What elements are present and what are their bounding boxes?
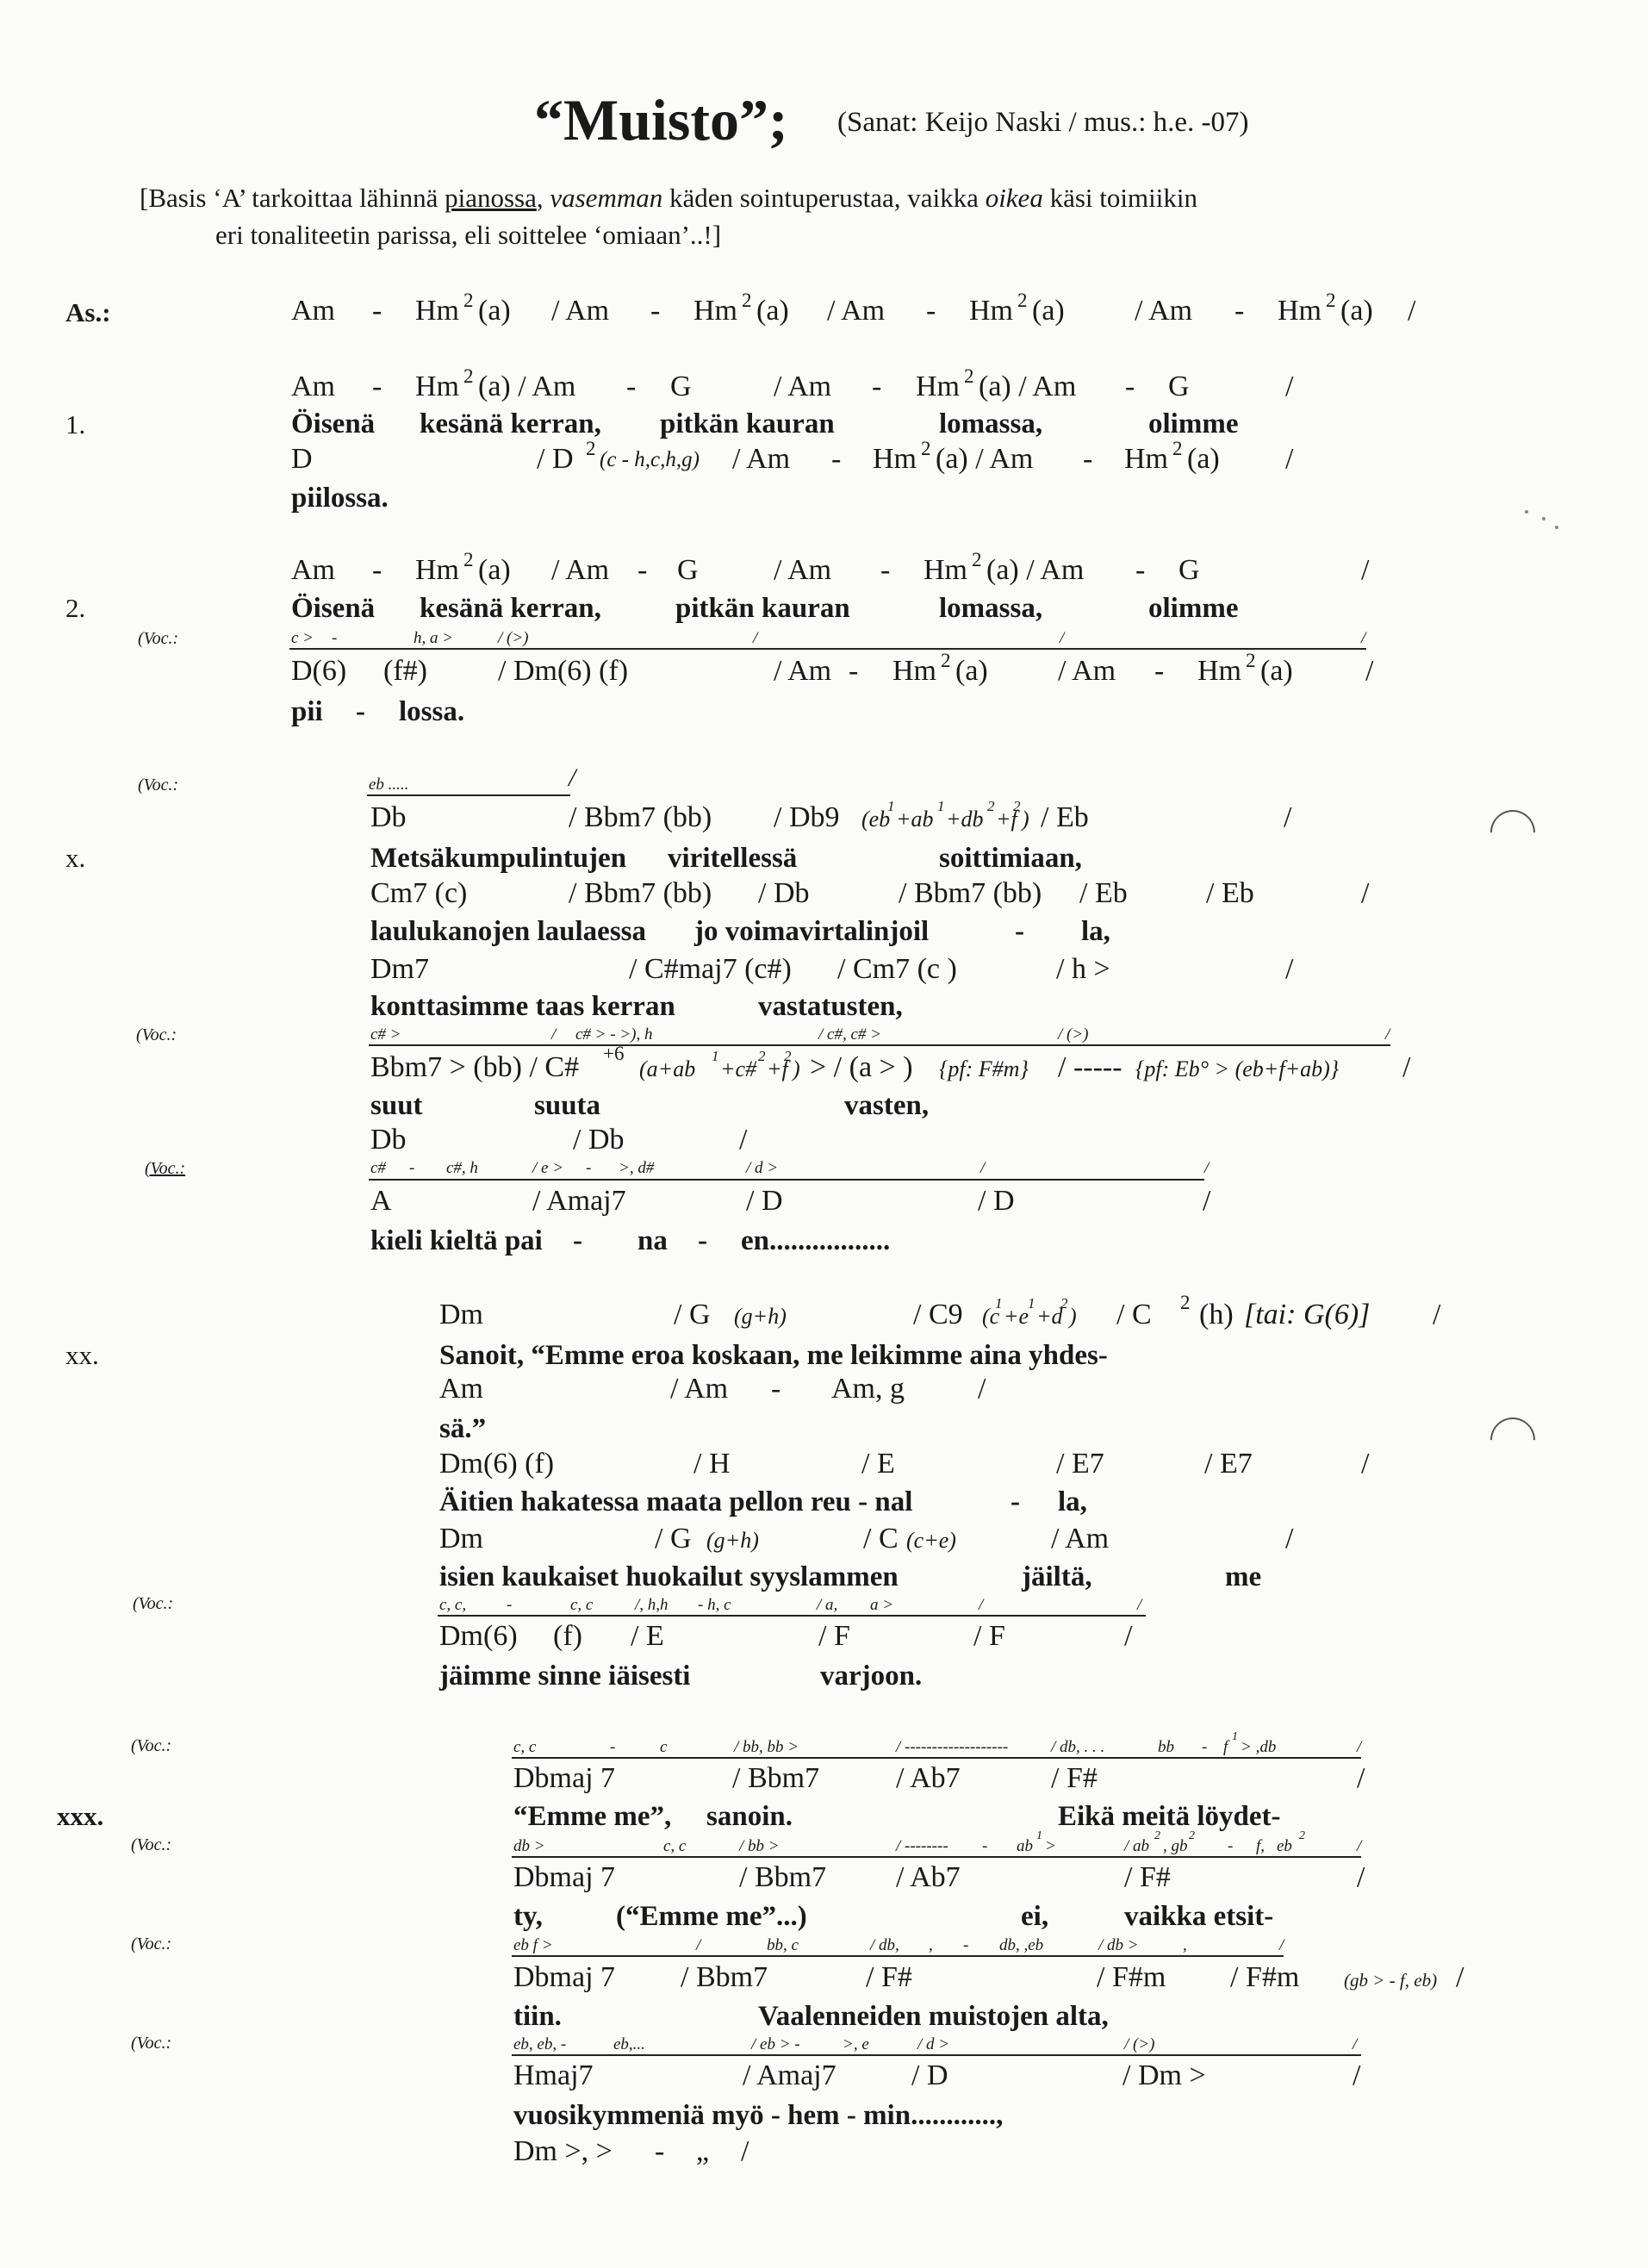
voc-label: (Voc.: — [131, 1935, 172, 1953]
voc-underline — [512, 1955, 1284, 1957]
voc-label: (Voc.: — [131, 2034, 172, 2053]
voc-label: (Voc.: — [131, 1835, 172, 1854]
scan-speck — [1555, 526, 1558, 529]
label-verse-2: 2. — [65, 593, 86, 623]
voc-underline — [512, 2054, 1361, 2056]
scan-speck — [1525, 510, 1528, 514]
voc-label: (Voc.: — [136, 1025, 177, 1044]
voc-underline — [369, 1179, 1204, 1181]
voc-label: (Voc.: — [138, 776, 179, 794]
label-verse-1: 1. — [65, 409, 86, 439]
label-xxx: xxx. — [57, 1801, 104, 1831]
voc-underline — [289, 648, 1366, 650]
voc-label: (Voc.: — [131, 1736, 172, 1755]
intro-line-2: eri tonaliteetin parissa, eli soittelee ‘omiaan’..!] — [215, 220, 722, 250]
label-as: As.: — [65, 297, 111, 327]
intro-line-1: [Basis ‘A’ tarkoittaa lähinnä pianossa, vasemman käden sointuperustaa, vaikka oikea käsi toimiikin — [140, 183, 1197, 213]
voc-label: (Voc.: — [145, 1159, 186, 1178]
label-x: x. — [65, 843, 86, 873]
voc-label: (Voc.: — [138, 629, 179, 648]
voc-underline — [512, 1757, 1361, 1759]
song-credit: (Sanat: Keijo Naski / mus.: h.e. -07) — [837, 107, 1249, 138]
song-title: “Muisto”; — [534, 87, 788, 153]
scan-speck — [1542, 517, 1545, 520]
punch-hole — [1481, 801, 1545, 864]
voc-label: (Voc.: — [133, 1594, 174, 1613]
label-xx: xx. — [65, 1340, 99, 1370]
voc-underline — [369, 1044, 1390, 1046]
voc-underline — [367, 794, 570, 796]
voc-underline — [438, 1615, 1146, 1617]
voc-underline — [512, 1856, 1361, 1858]
punch-hole — [1481, 1408, 1545, 1472]
